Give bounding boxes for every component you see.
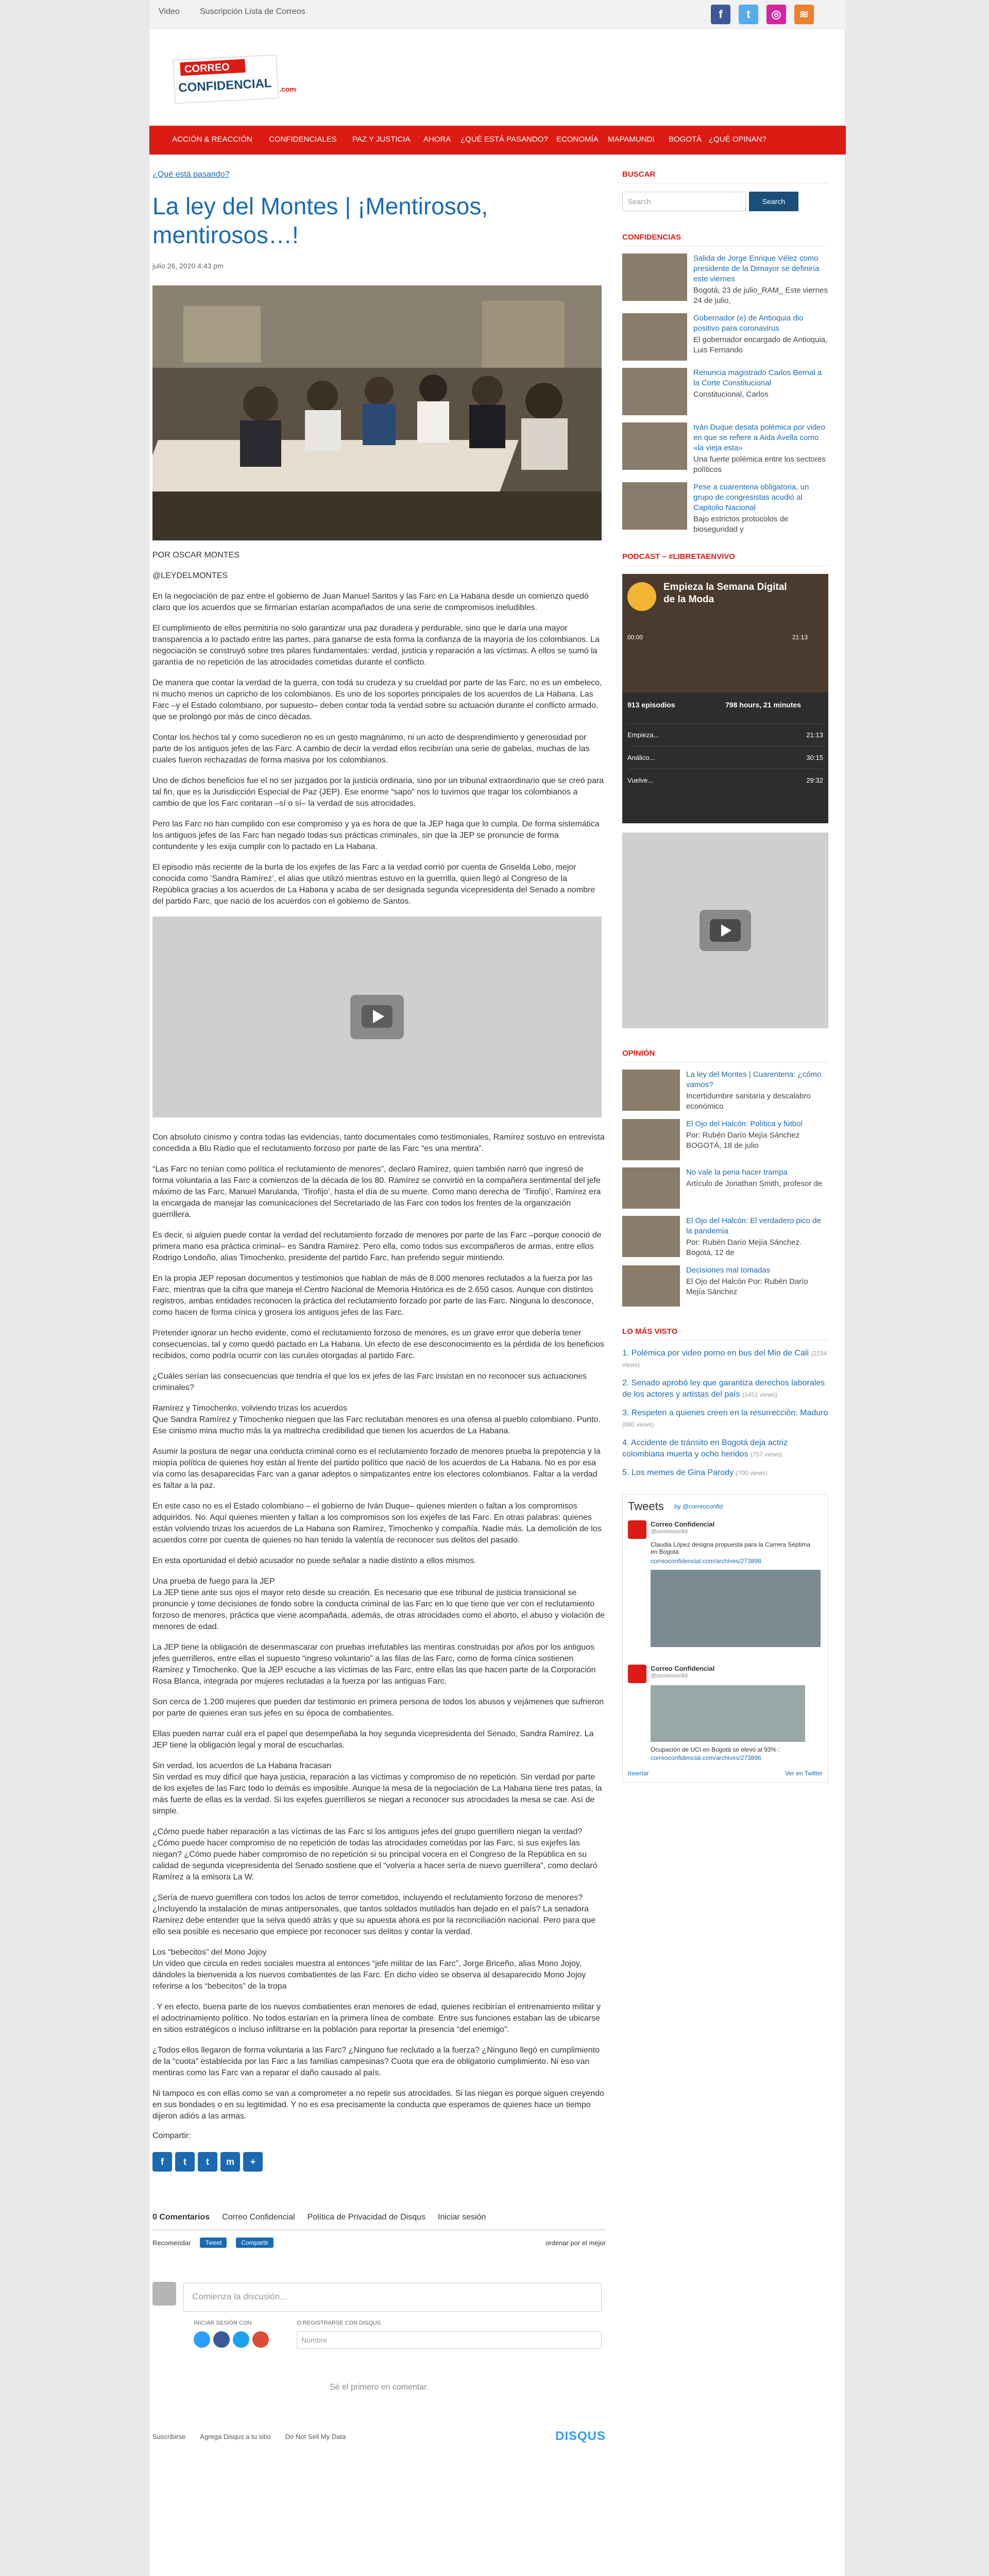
- article: [152, 170, 606, 2443]
- opinion-list: [622, 1070, 828, 1307]
- mas-visto-views: (700 views): [736, 1469, 768, 1477]
- share-button[interactable]: Compartir: [236, 2238, 274, 2248]
- disqus-login[interactable]: Iniciar sesión: [438, 2213, 486, 2222]
- podcast-episode-duration: 29:32: [806, 776, 823, 784]
- podcast-player[interactable]: [622, 574, 828, 823]
- article-paragraph: Contar los hechos tal y como sucedieron no es un gesto magnánimo, ni un acto de desprendimiento y generosidad por parte de los antiguos jefes de las Farc. A cambio de decir la verdad ellos recibirían una serie de gabelas, muchas de las cuales fueron rechazadas de forma masiva por los colombianos.: [152, 733, 590, 765]
- article-paragraph: Ni tampoco es con ellas como se van a comprometer a no repetir sus atrocidades. Si las niegan es porque siguen creyendo en sus bondades o en su legitimidad. Y no es esa precisamente la conducta que esperamos de quienes hace un tiempo dijeron adiós a las armas.: [152, 2089, 604, 2121]
- mas-visto-rank: 5.: [622, 1468, 629, 1477]
- share-buttons: [152, 2152, 606, 2172]
- opinion-thumb: [622, 1216, 680, 1257]
- topbar-suscripcion-link[interactable]: Suscripción Lista de Correos: [200, 7, 305, 16]
- disqus-privacy[interactable]: Política de Privacidad de Disqus: [307, 2213, 425, 2222]
- confidencia-title[interactable]: Renuncia magistrado Carlos Bernal a la Corte Constitucional: [693, 368, 822, 387]
- youtube-placeholder: [622, 833, 828, 1028]
- article-paragraph: Sin verdad, los acuerdos de La Habana fracasan Sin verdad es muy difícil que haya justicia, reparación a las víctimas y compromiso de no repetición. Sin verdad por parte de los exjefes de las Farc todo lo demás es imposible. Aunque la mesa de la negociación de La Habana tiene tres patas, la más fuerte de ellas es la verdad. Si los exjefes guerrilleros se niegan a reconocer sus atrocidades la mesa se cae. Así de simple.: [152, 1761, 602, 1816]
- podcast-end: 21:13: [792, 634, 808, 641]
- opinion-item[interactable]: [622, 1070, 828, 1112]
- mas-visto-item[interactable]: [622, 1348, 828, 1370]
- twitter-login-icon[interactable]: [233, 2331, 249, 2348]
- podcast-show: Empieza la Semana Digital de la Moda: [663, 582, 787, 605]
- confidencias-heading: CONFIDENCIAS: [622, 233, 828, 246]
- confidencia-thumb: [622, 253, 687, 301]
- article-paragraph: Es decir, si alguien puede contar la verdad del reclutamiento forzado de menores por parte de las Farc –porque conoció de primera mano esa práctica criminal– es Sandra Ramírez. Pero ella, como todos sus excompañeros de armas, entre ellos Rodrigo Londoño, alias Timochenko, presidente del partido Farc, han preferido seguir mintiendo.: [152, 1231, 602, 1262]
- article-paragraph: El episodio más reciente de la burla de los exjefes de las Farc a la verdad corrió por cuenta de Griselda Lobo, mejor conocida como ‘Sandra Ramírez’, el alias que utilizó mientras estuvo en la guerrilla, quien llegó al Congreso de la República gracias a los acuerdos de La Habana y acaba de ser designada segunda vicepresidenta del Senado a nombre del partido Farc, que nació de los acuerdos con el gobierno de Santos.: [152, 863, 595, 906]
- share-facebook-icon[interactable]: f: [152, 2152, 172, 2172]
- confidencia-excerpt: Una fuerte polémica entre los sectores políticos: [693, 455, 826, 474]
- twitter-timeline: [622, 1494, 828, 1783]
- confidencia-item[interactable]: [622, 253, 828, 306]
- confidencia-item[interactable]: [622, 313, 828, 361]
- article-paragraph: ¿Todos ellos llegaron de forma voluntaria a las Farc? ¿Ninguno fue reclutado a la fuerza? ¿Ninguno llegó en cumplimiento de la “cuota” establecida por las Farc a las familias campesinas? Cuota que era de obligatorio cumplimiento. Ni eso van mentiras como las Farc van a reparar el daño causado al país.: [152, 2046, 600, 2077]
- article-paragraph: . Y en efecto, buena parte de los nuevos combatientes eran menores de edad, quienes recibirían el entrenamiento militar y el adoctrinamiento político. No todos estarían en la primera línea de combate. Entre sus funciones estaban las de ubicarse en sitios estratégicos o incluso infiltrarse en la población para reportar la presencia “del enemigo”.: [152, 2003, 601, 2034]
- tweet-image-2: [651, 1685, 805, 1742]
- article-paragraph: Una prueba de fuego para la JEP La JEP tiene ante sus ojos el mayor reto desde su creación. Es necesario que ese tribunal de justicia transicional se pronuncie y tome decisiones de fondo sobre la conducta criminal de las Farc en lo que tiene que ver con el reclutamiento forzoso de menores, práctica que viene acompañada, además, de otras atrocidades como el aborto, el abuso y violación de menores de edad.: [152, 1577, 605, 1631]
- share-twitter-icon[interactable]: t: [175, 2152, 195, 2172]
- mas-visto-views: (1451 views): [742, 1391, 778, 1398]
- login-options: [194, 2331, 269, 2348]
- article-handle: @LEYDELMONTES: [152, 571, 228, 580]
- confidencia-text: [693, 313, 828, 361]
- name-field[interactable]: Nombre: [297, 2331, 602, 2349]
- podcast-episode[interactable]: [627, 746, 823, 769]
- confidencias-list: [622, 253, 828, 535]
- avatar: [152, 2282, 176, 2306]
- opinion-title[interactable]: El Ojo del Halcón: Política y fútbol: [686, 1120, 803, 1128]
- tweet-author-2[interactable]: Correo Confidencial: [651, 1665, 715, 1672]
- tweet-view-link[interactable]: Ver en Twitter: [785, 1770, 823, 1777]
- tweets-title: Tweets: [628, 1500, 664, 1513]
- search-button[interactable]: Search: [749, 192, 798, 211]
- mas-visto-item[interactable]: [622, 1378, 828, 1400]
- disqus-login-icon[interactable]: [194, 2331, 210, 2348]
- nav-ahora[interactable]: AHORA: [423, 135, 451, 144]
- opinion-item[interactable]: [622, 1216, 828, 1258]
- mas-visto-title[interactable]: Polémica por video porno en bus del Mio de Cali: [631, 1349, 809, 1358]
- podcast-episode-title: Vuelve...: [627, 776, 654, 784]
- opinion-excerpt: Por: Rubén Darío Mejía Sánchez. Bogotá, 12 de: [686, 1238, 802, 1257]
- video-embed[interactable]: [152, 917, 602, 1117]
- mas-visto-title[interactable]: Accidente de tránsito en Bogotá deja actriz colombiana muerta y ocho heridos: [622, 1438, 788, 1459]
- disqus-site[interactable]: Correo Confidencial: [222, 2213, 295, 2222]
- article-paragraph: La JEP tiene la obligación de desenmascarar con pruebas irrefutables las mentiras construidas por años por los antiguos jefes guerrilleros, entre ellas el supuesto “ingreso voluntario” a las filas de las Farc, como de forma cínica sostienen Ramírez y Timochenko. Que la JEP escuche a las víctimas de las Farc, entre ellas las que hacen parte de la Corporación Rosa Blanca, integrada por mujeres reclutadas a la fuerza por las antiguas Farc.: [152, 1643, 596, 1686]
- nav-mapamundi[interactable]: MAPAMUNDI: [608, 135, 655, 144]
- recommend-button[interactable]: Recomendar: [152, 2239, 191, 2247]
- disqus-comments: [152, 2213, 606, 2443]
- disqus-footer: [152, 2429, 606, 2444]
- empty-comments: Sé el primero en comentar.: [329, 2383, 429, 2392]
- page-container: [149, 0, 845, 2576]
- podcast-hours: 798 hours, 21 minutes: [725, 701, 802, 709]
- subscribe-link[interactable]: Suscribirse: [152, 2432, 186, 2441]
- article-paragraph: Pretender ignorar un hecho evidente, como el reclutamiento forzoso de menores, es un grave error que debería tener consecuencias, tal y como quedó pactado en La Habana. Un efecto de ese desconocimiento es la pérdida de los beneficios recibidos, como podría ocurrir con las curules otorgadas al partido Farc.: [152, 1329, 605, 1360]
- google-login-icon[interactable]: [252, 2331, 269, 2348]
- mas-visto-list: [622, 1348, 828, 1479]
- topbar-video-link[interactable]: Video: [159, 7, 180, 16]
- meeting-photo-illustration: [152, 285, 602, 540]
- opinion-excerpt: El Ojo del Halcón Por: Rubén Darío Mejía Sánchez: [686, 1277, 808, 1296]
- twitter-icon[interactable]: t: [739, 5, 758, 24]
- podcast-heading: PODCAST – #LIBRETAENVIVO: [622, 552, 828, 566]
- youtube-embed[interactable]: [622, 833, 828, 1028]
- opinion-excerpt: Incertidumbre sanitaria y descalabro económico: [686, 1092, 811, 1111]
- video-placeholder: [152, 917, 602, 1117]
- opinion-thumb: [622, 1265, 680, 1307]
- tweets-by[interactable]: by @correoconfid: [674, 1503, 723, 1510]
- podcast-episodes: 913 episodios: [627, 701, 675, 709]
- article-paragraph: En la propia JEP reposan documentos y testimonios que hablan de más de 8.000 menores reclutados a la fuerza por las Farc, mientras que la cifra que maneja el Centro Nacional de Memoria Histórica es de 2.650 casos. Aunque con distintos registros, ambas entidades reconocen la práctica del reclutamiento forzado por parte de las Farc. Ninguna lo desconoce, como hacen de forma cínica y grosera los antiguos jefes de las Farc.: [152, 1274, 594, 1317]
- sort-dropdown[interactable]: ordenar por el mejor: [545, 2239, 606, 2247]
- opinion-item[interactable]: [622, 1265, 828, 1307]
- mas-visto-rank: 2.: [622, 1379, 629, 1387]
- mas-visto-heading: LO MÁS VISTO: [622, 1327, 828, 1341]
- article-paragraph: Uno de dichos beneficios fue el no ser juzgados por la justicia ordinaria, sino por un tribunal extraordinario que se creó para tal fin, que es la Jurisdicción Especial de Paz (JEP). Ese enorme “sapo” nos lo tuvimos que tragar los colombianos a cambio de que los Farc contaran –sí o sí– la verdad de sus atrocidades.: [152, 776, 604, 808]
- confidencia-text: [693, 422, 828, 475]
- podcast-episode-title: Empieza...: [627, 731, 659, 739]
- mas-visto-title[interactable]: Los memes de Gina Parody: [631, 1468, 734, 1477]
- rss-icon[interactable]: ≋: [794, 5, 814, 24]
- mas-visto-views: (2234 views): [622, 1350, 827, 1368]
- comment-input[interactable]: Comienza la discusión...: [183, 2283, 602, 2312]
- logo-graphic: [171, 47, 310, 108]
- mas-visto-item[interactable]: [622, 1437, 828, 1460]
- confidencia-title[interactable]: Gobernador (e) de Antioquia dio positivo para coronavirus: [693, 314, 804, 333]
- main-nav: [149, 126, 846, 155]
- twitter-avatar-2: [628, 1665, 646, 1683]
- nav-paz[interactable]: PAZ Y JUSTICIA: [352, 135, 411, 144]
- breadcrumb[interactable]: ¿Qué está pasando?: [152, 170, 230, 179]
- confidencia-excerpt: El gobernador encargado de Antioquia, Luis Fernando: [693, 335, 828, 354]
- article-paragraph: En esta oportunidad el debió acusador no puede señalar a nadie distinto a ellos mismos.: [152, 1556, 476, 1565]
- opinion-text: [686, 1265, 828, 1307]
- confidencia-item[interactable]: [622, 422, 828, 475]
- tweet-handle[interactable]: @correoconfid: [651, 1529, 688, 1535]
- article-paragraph: Ellas pueden narrar cuál era el papel que desempeñaba la hoy segunda vicepresidenta del Senado, Sandra Ramírez. La JEP tiene la obligación legal y moral de escucharlas.: [152, 1730, 594, 1750]
- tweet-link-2[interactable]: correoconfidencial.com/archives/273896: [651, 1754, 761, 1761]
- nav-accion[interactable]: ACCIÓN & REACCIÓN: [172, 135, 252, 144]
- share-email-icon[interactable]: m: [220, 2152, 240, 2172]
- mas-visto-rank: 1.: [622, 1349, 629, 1358]
- mas-visto-item[interactable]: [622, 1467, 828, 1479]
- tweet-handle-2[interactable]: @correoconfid: [651, 1673, 688, 1679]
- mas-visto-rank: 4.: [622, 1438, 629, 1447]
- opinion-item[interactable]: [622, 1167, 828, 1209]
- confidencia-excerpt: Bajo estrictos protocolos de bioseguridad y: [693, 515, 789, 534]
- mas-visto-rank: 3.: [622, 1409, 629, 1417]
- confidencia-excerpt: Constitucional, Carlos: [693, 390, 769, 399]
- podcast-episode[interactable]: [627, 769, 823, 791]
- article-paragraph: Los “bebecitos” del Mono Jojoy Un video que circula en redes sociales muestra al entonces “jefe militar de las Farc”, Jorge Briceño, alias Mono Jojoy, dándoles la bienvenida a los nuevos combatientes de las Farc. En dicho video se observa al desaparecido Mono Jojoy referirse a los “bebecitos” de la tropa: [152, 1948, 586, 1991]
- article-photo: [152, 285, 602, 540]
- logo-line2: CONFIDENCIAL: [178, 76, 272, 95]
- article-paragraph: Con absoluto cinismo y contra todas las evidencias, tanto documentales como testimoniales, Ramírez sostuvo en entrevista concedida a Blu Radio que el reclutamiento forzoso por parte de las Farc “es una mentira”.: [152, 1133, 605, 1153]
- confidencia-title[interactable]: Salida de Jorge Enrique Vélez como presidente de la Dimayor se definiría este viernes: [693, 254, 820, 283]
- nav-economia[interactable]: ECONOMÍA: [556, 135, 599, 144]
- tweet-text-1: Claudia López designa propuesta para la Carrera Séptima en Bogotá: [651, 1541, 811, 1555]
- tweet-embed-link[interactable]: Insertar: [628, 1770, 649, 1777]
- confidencia-item[interactable]: [622, 482, 828, 535]
- article-paragraph: ¿Sería de nuevo guerrillera con todos los actos de terror cometidos, incluyendo el reclutamiento forzoso de menores? ¿Incluyendo la instalación de minas antipersonales, que tantos soldados mutilados han dejado en el país? La senadora Ramírez debe entender que la selva quedó atrás y que su apuesta ahora es por la reconciliación nacional. Pero para que ello sea posible es necesario que empiece por reconocer sus delitos y contar la verdad.: [152, 1893, 596, 1936]
- logo-line1: CORREO: [184, 61, 230, 75]
- opinion-thumb: [622, 1070, 680, 1111]
- confidencia-thumb: [622, 313, 687, 361]
- dnsmi-link[interactable]: Do Not Sell My Data: [285, 2432, 346, 2441]
- page-title: La ley del Montes | ¡Mentirosos, mentirosos…!: [152, 193, 488, 248]
- opinion-item[interactable]: [622, 1119, 828, 1160]
- podcast-episode[interactable]: [627, 723, 823, 746]
- opinion-text: [686, 1070, 828, 1112]
- mas-visto-title[interactable]: Respeten a quienes creen en la resurrección: Maduro: [631, 1409, 828, 1417]
- article-paragraph: El cumplimiento de ellos permitiría no solo garantizar una paz duradera y perdurable, sino que le daría una mayor transparencia a lo pactado entre las partes, para ganarse de esta forma la confianza de la mayoría de los colombianos. La negociación se construyó sobre tres pilares fundamentales: verdad, justicia y reparación a las víctimas. A ellos se sumó la garantía de no repetición de las atrocidades cometidas durante el conflicto.: [152, 624, 600, 667]
- register-label: O REGISTRARSE CON DISQUS: [297, 2320, 381, 2326]
- twitter-avatar: [628, 1520, 646, 1539]
- confidencia-thumb: [622, 422, 687, 470]
- add-disqus-link[interactable]: Agrega Disqus a tu sitio: [200, 2432, 271, 2441]
- tweet-button[interactable]: Tweet: [200, 2238, 227, 2248]
- mas-visto-views: (757 views): [751, 1451, 782, 1458]
- opinion-title[interactable]: El Ojo del Halcón: El verdadero pico de la pandemia: [686, 1216, 821, 1235]
- login-with-label: INICIAR SESIÓN CON: [194, 2320, 252, 2326]
- search-input[interactable]: Search: [622, 192, 746, 211]
- article-paragraph: “Las Farc no tenían como política el reclutamiento de menores”, declaró Ramírez, quien también narró que ingresó de forma voluntaria a las Farc a comienzos de la década de los 80. Ramírez se convirtió en la compañera sentimental del jefe máximo de las Farc, Manuel Marulanda, ‘Tirofijo’, hasta el día de su muerte. Como mano derecha de ‘Tirofijo’, Ramírez era la encargada de manejar las comunicaciones del Secretariado de las Farc con todos los frentes de la organización guerrillera.: [152, 1165, 601, 1219]
- article-paragraph: Son cerca de 1.200 mujeres que pueden dar testimonio en primera persona de todos los abusos y vejámenes que sufrieron por parte de quienes eran sus jefes en su época de combatientes.: [152, 1698, 604, 1718]
- article-paragraph: Asumir la postura de negar una conducta criminal como es el reclutamiento forzado de menores prueba la prepotencia y la miopía política de quienes hoy están al frente del partido político que nació de los acuerdos de La Habana. No es por esa vía como las desaparecidas Farc van a ganar adeptos o simpatizantes entre los electores colombianos. Faltar a la verdad es faltar a la paz.: [152, 1447, 601, 1490]
- confidencia-thumb: [622, 482, 687, 530]
- opinion-thumb: [622, 1119, 680, 1160]
- podcast-episode-duration: 21:13: [806, 731, 823, 739]
- podcast-episode-title: Análico...: [627, 754, 655, 761]
- article-paragraph: ¿Cuáles serían las consecuencias que tendría el que los ex jefes de las Farc insistan en no reconocer sus actuaciones criminales?: [152, 1372, 587, 1392]
- confidencia-title[interactable]: Pese a cuarentena obligatoria, un grupo de congresistas acudió al Capitolio Nacional: [693, 483, 809, 512]
- top-bar: [149, 0, 846, 29]
- opinion-excerpt: Artículo de Jonathan Smith, profesor de: [686, 1179, 823, 1188]
- confidencia-text: [693, 368, 828, 415]
- opinion-excerpt: Por: Rubén Darío Mejía Sánchez BOGOTÁ, 18 de julio: [686, 1131, 800, 1150]
- confidencia-text: [693, 253, 828, 306]
- mas-visto-title[interactable]: Senado aprobó ley que garantiza derechos laborales de los actores y artistas del país: [622, 1379, 825, 1399]
- opinion-text: [686, 1216, 828, 1258]
- confidencia-item[interactable]: [622, 368, 828, 415]
- article-author: POR OSCAR MONTES: [152, 551, 240, 560]
- nav-que-opinan[interactable]: ¿QUÉ OPINAN?: [709, 135, 766, 144]
- share-label: Compartir:: [152, 2131, 191, 2140]
- opinion-title[interactable]: No vale la pena hacer trampa: [686, 1168, 788, 1177]
- podcast-start: 00:00: [627, 634, 643, 641]
- article-paragraph: En este caso no es el Estado colombiano – el gobierno de Iván Duque– quienes mienten o faltan a los compromisos adquiridos. No. Aquí quienes mienten y faltan a los compromisos son los exjefes de las Farc. En otras palabras: quienes están volviendo trizas los acuerdos de La Habana son Ramírez, Timochenko y compañía. Nadie más. La demolición de los acuerdos corre por cuenta de quienes no han tenido la valentía de reconocer sus delitos del pasado.: [152, 1502, 602, 1545]
- podcast-episode-list: [627, 723, 823, 791]
- nav-que-esta-pasando[interactable]: ¿QUÉ ESTÁ PASANDO?: [461, 135, 548, 144]
- opinion-heading: OPINIÓN: [622, 1049, 828, 1062]
- article-body-continued: [152, 1132, 606, 2122]
- opinion-text: [686, 1167, 822, 1209]
- post-date: julio 26, 2020 4:43 pm: [152, 262, 224, 270]
- article-paragraph: En la negociación de paz entre el gobierno de Juan Manuel Santos y las Farc en La Habana desde un comienzo quedó claro que los acuerdos que se firmarían estarían acompañados de una serie de compromisos ineludibles.: [152, 592, 589, 612]
- instagram-icon[interactable]: ◎: [766, 5, 786, 24]
- site-logo[interactable]: [171, 47, 310, 108]
- opinion-title[interactable]: Decisiones mal tomadas: [686, 1266, 771, 1275]
- confidencia-excerpt: Bogotá, 23 de julio_RAM_ Este viernes 24 de julio,: [693, 286, 828, 305]
- search-heading: BUSCAR: [622, 170, 828, 183]
- tweet-text-2: Ocupación de UCI en Bogotá se elevó al 93% :: [651, 1746, 780, 1753]
- share-more-icon[interactable]: +: [243, 2152, 263, 2172]
- mas-visto-item[interactable]: [622, 1408, 828, 1430]
- logo-dotcom: .com: [279, 85, 296, 93]
- opinion-title[interactable]: La ley del Montes | Cuarentena: ¿cómo vamos?: [686, 1070, 822, 1089]
- comments-count: 0 Comentarios: [152, 2213, 210, 2222]
- article-paragraph: De manera que contar la verdad de la guerra, con todá su crudeza y su crueldad por parte de las Farc, no es un embeleco, ni mucho menos un capricho de los colombianos. Es uno de los soportes principales de los acuerdos de La Habana. Las Farc –y el Estado colombiano, por supuesto– deben contar toda la verdad sobre su actuación durante el conflicto armado, que se prolongó por más de cinco décadas.: [152, 679, 602, 721]
- opinion-thumb: [622, 1167, 680, 1209]
- article-body: [152, 591, 606, 907]
- mas-visto-views: (880 views): [622, 1421, 654, 1428]
- opinion-text: [686, 1119, 828, 1160]
- sidebar: [622, 170, 828, 1783]
- article-paragraph: ¿Cómo puede haber reparación a las víctimas de las Farc si los antiguos jefes del grupo guerrillero niegan la verdad? ¿Cómo puede hacer compromiso de no repetición de todas las atrocidades cometidas por las Farc, si sus exjefes las niegan? ¿Cómo puede haber compromiso de no repetición si su principal vocera en el Congreso de la República en su calidad de segunda vicepresidenta del Senado sostiene que el “volvería a hacer sería de nuevo guerrillera”, como declaró Ramírez a la emisora La W.: [152, 1827, 598, 1882]
- confidencia-thumb: [622, 368, 687, 415]
- tweet-link-1[interactable]: correoconfidencial.com/archives/273898: [651, 1557, 761, 1565]
- facebook-icon[interactable]: f: [711, 5, 730, 24]
- disqus-logo[interactable]: DISQUS: [555, 2429, 606, 2443]
- article-paragraph: Ramírez y Timochenko, volviendo trizas los acuerdos Que Sandra Ramírez y Timochenko nieguen que las Farc reclutaban menores es una ofensa al pueblo colombiano. Punto. Ese cinismo mina mucho más la ya maltrecha credibilidad que tienen los acuerdos de La Habana.: [152, 1404, 601, 1435]
- tweet-author[interactable]: Correo Confidencial: [651, 1520, 715, 1528]
- facebook-login-icon[interactable]: [213, 2331, 230, 2348]
- tweet-image: [651, 1570, 821, 1647]
- nav-confidenciales[interactable]: CONFIDENCIALES: [269, 135, 337, 144]
- article-paragraph: Pero las Farc no han cumplido con ese compromiso y ya es hora de que la JEP haga que lo cumpla. De forma sistemática los antiguos jefes de las Farc han negado todas sus prácticas criminales, sin que la JEP se pronuncie de forma contundente y les exija cumplir con lo pactado en La Habana.: [152, 820, 600, 851]
- confidencia-title[interactable]: Iván Duque desata polémica por video en que se refiere a Aida Avella como «la vieja esta»: [693, 423, 825, 452]
- share-tumblr-icon[interactable]: t: [198, 2152, 217, 2172]
- podcast-episode-duration: 30:15: [806, 754, 823, 761]
- confidencia-text: [693, 482, 828, 535]
- nav-bogota[interactable]: BOGOTÁ: [669, 135, 702, 144]
- podcast-play-icon[interactable]: [627, 582, 656, 611]
